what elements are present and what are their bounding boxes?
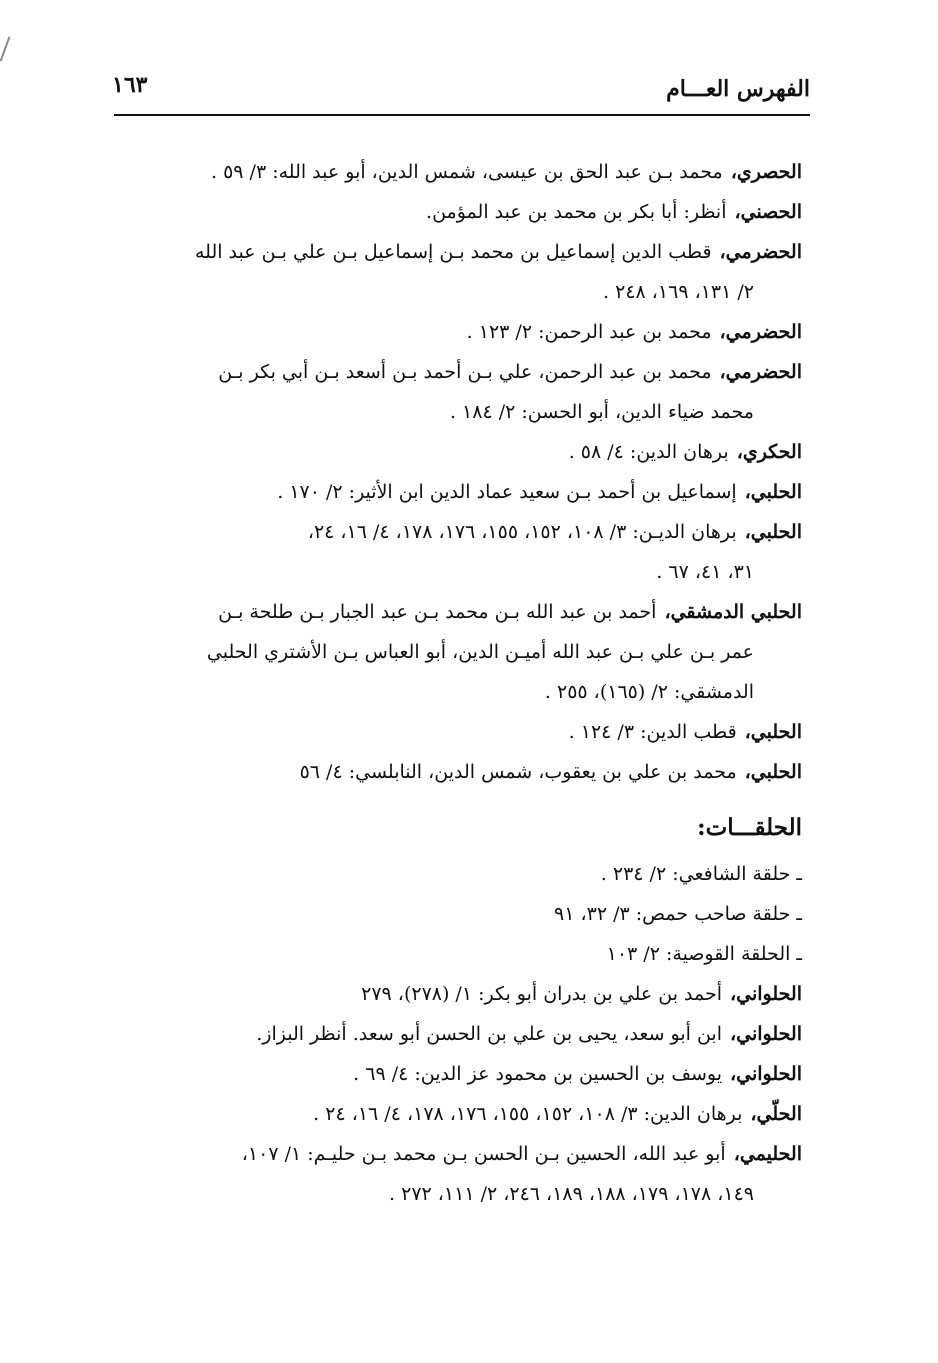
entry-heading: الحلبي، [744, 761, 802, 783]
entry-heading: الحلّي، [750, 1103, 802, 1125]
index-entry [112, 512, 802, 552]
entry-text: محمد بن عبد الرحمن: ٢/ ١٢٣ . [466, 321, 712, 343]
entry-heading: الحليمي، [733, 1143, 802, 1165]
entry-heading: الحلواني، [730, 983, 802, 1005]
entry-text: أحمد بن علي بن بدران أبو بكر: ١/ (٢٧٨)، ٢٧٩ [361, 983, 723, 1005]
margin-mark [0, 36, 10, 61]
index-entry: عمر بـن علي بـن عبد الله أميـن الدين، أبو العباس بـن الأشتري الحلبي [206, 641, 754, 663]
index-entry [112, 432, 802, 472]
entry-text: برهان الدين: ٤/ ٥٨ . [568, 441, 729, 463]
entry-text: محمد بـن عبد الحق بن عيسى، شمس الدين، أبو عبد الله: ٣/ ٥٩ . [210, 161, 723, 183]
index-body [112, 152, 802, 1214]
entry-heading: الحلبي، [744, 721, 802, 743]
page-number: ١٦٣ [112, 72, 148, 98]
index-entry: محمد ضياء الدين، أبو الحسن: ٢/ ١٨٤ . [449, 401, 754, 423]
index-entry [112, 1014, 802, 1054]
entry-heading: الحضرمي، [719, 241, 802, 263]
entry-text: قطب الدين: ٣/ ١٢٤ . [568, 721, 737, 743]
sub-entries [112, 854, 802, 974]
entry-text: برهان الدين: ٣/ ١٠٨، ١٥٢، ١٥٥، ١٧٦، ١٧٨، ٤/ ١٦، ٢٤ . [313, 1103, 743, 1125]
index-entry: ٢/ ١٣١، ١٦٩، ٢٤٨ . [603, 281, 754, 303]
index-entry [112, 232, 802, 272]
sub-entry: ـ حلقة صاحب حمص: ٣/ ٣٢، ٩١ [554, 903, 802, 925]
index-entry [112, 1094, 802, 1134]
section-heading: الحلقـــات: [697, 814, 802, 841]
index-entry [112, 152, 802, 192]
index-entry: ١٤٩، ١٧٨، ١٧٩، ١٨٨، ١٨٩، ٢٤٦، ٢/ ١١١، ٢٧٢ . [389, 1183, 754, 1205]
entry-heading: الحضرمي، [719, 321, 802, 343]
entry-text: ابن أبو سعد، يحيى بن علي بن الحسن أبو سعد. أنظر البزاز. [256, 1023, 723, 1045]
entry-heading: الحكري، [736, 441, 802, 463]
index-entry [112, 974, 802, 1014]
running-title: الفهرس العـــام [666, 76, 810, 102]
entry-text: قطب الدين إسماعيل بن محمد بـن إسماعيل بـن علي بـن عبد الله [194, 241, 712, 263]
entry-text: محمد بن علي بن يعقوب، شمس الدين، النابلسي: ٤/ ٥٦ [299, 761, 737, 783]
index-entry [112, 752, 802, 792]
entry-text: يوسف بن الحسين بن محمود عز الدين: ٤/ ٦٩ . [353, 1063, 723, 1085]
header-rule [114, 114, 810, 116]
entry-text: برهان الديـن: ٣/ ١٠٨، ١٥٢، ١٥٥، ١٧٦، ١٧٨، ٤/ ١٦، ٢٤، [307, 521, 737, 543]
entry-text: أبو عبد الله، الحسين بـن الحسن بـن محمد بـن حليـم: ١/ ١٠٧، [241, 1143, 726, 1165]
entries-group-b [112, 974, 802, 1214]
index-entry [112, 712, 802, 752]
entry-heading: الحصري، [730, 161, 802, 183]
entry-heading: الحلواني، [730, 1023, 802, 1045]
index-entry [112, 472, 802, 512]
entry-heading: الحلبي، [744, 481, 802, 503]
entry-text: أحمد بن عبد الله بـن محمد بـن عبد الجبار بـن طلحة بـن [218, 601, 657, 623]
index-entry [112, 352, 802, 392]
entry-heading: الحصني، [734, 201, 802, 223]
index-entry [112, 1134, 802, 1174]
entry-text: إسماعيل بن أحمد بـن سعيد عماد الدين ابن الأثير: ٢/ ١٧٠ . [277, 481, 737, 503]
sub-entry: ـ الحلقة القوصية: ٢/ ١٠٣ [606, 943, 802, 965]
entry-text: محمد بن عبد الرحمن، علي بـن أحمد بـن أسعد بـن أبي بكر بـن [218, 361, 712, 383]
entry-heading: الحلبي الدمشقي، [664, 601, 802, 623]
index-entry [112, 312, 802, 352]
entry-heading: الحلبي، [744, 521, 802, 543]
entry-heading: الحضرمي، [719, 361, 802, 383]
entries-group-a [112, 152, 802, 792]
index-entry [112, 592, 802, 632]
index-entry [112, 1054, 802, 1094]
entry-text: أنظر: أبا بكر بن محمد بن عبد المؤمن. [426, 201, 727, 223]
page-header [112, 68, 810, 108]
index-entry: الدمشقي: ٢/ (١٦٥)، ٢٥٥ . [544, 681, 754, 703]
index-entry [112, 192, 802, 232]
sub-entry: ـ حلقة الشافعي: ٢/ ٢٣٤ . [600, 863, 802, 885]
entry-heading: الحلواني، [730, 1063, 802, 1085]
index-entry: ٣١، ٤١، ٦٧ . [656, 561, 754, 583]
